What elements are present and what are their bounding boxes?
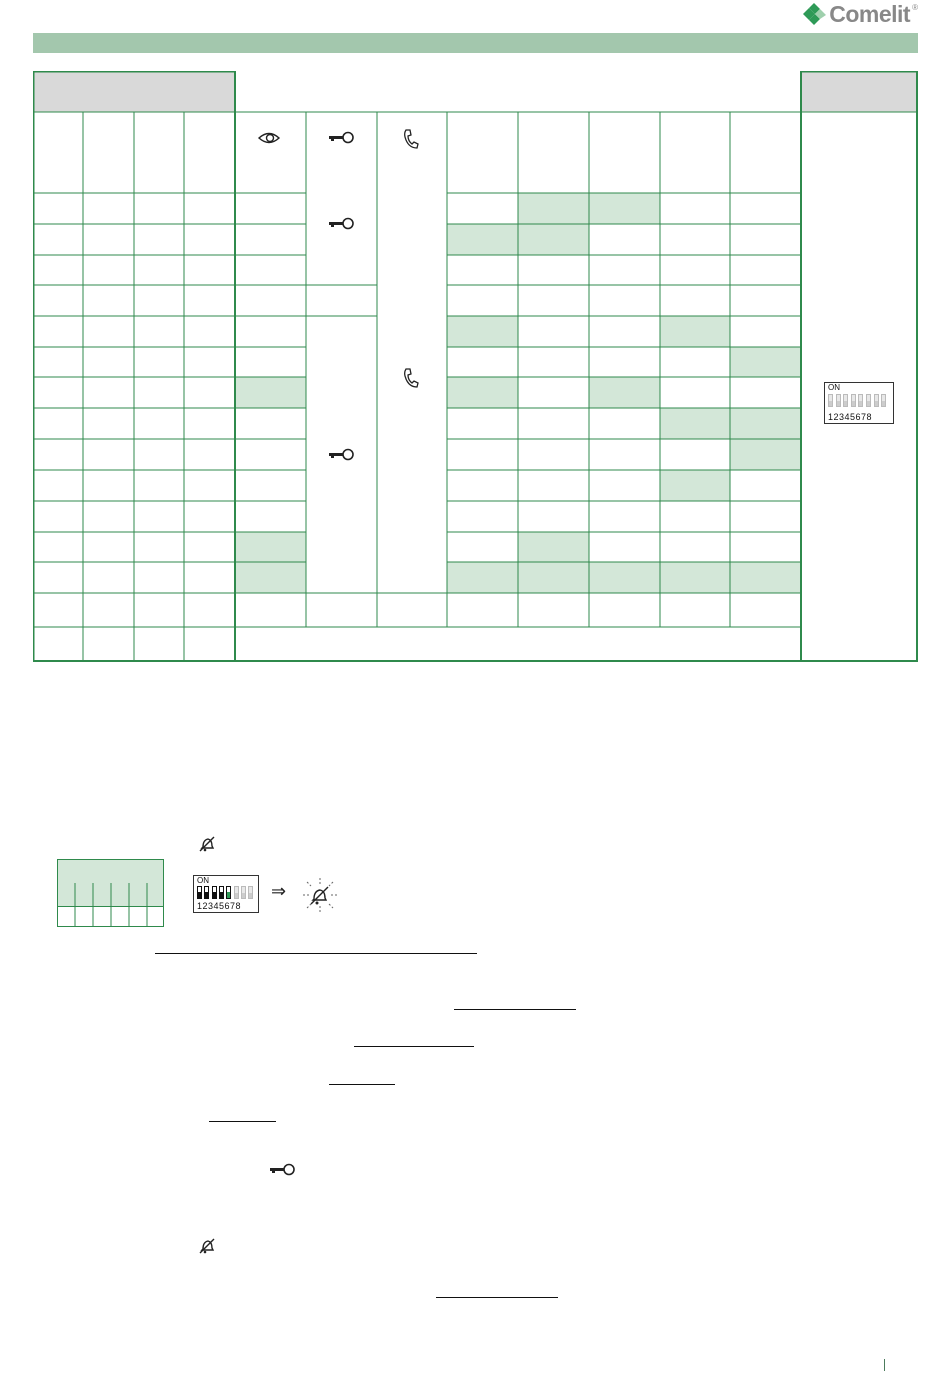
shaded-cell xyxy=(518,532,589,562)
dip-lever xyxy=(197,886,202,899)
shaded-cell xyxy=(660,316,730,347)
dip-numbers: 12345678 xyxy=(197,901,242,911)
dip-lever xyxy=(219,886,224,899)
shaded-cell xyxy=(447,316,518,347)
dip-lever xyxy=(881,394,886,407)
dip-lever xyxy=(836,394,841,407)
shaded-cell xyxy=(447,562,518,593)
dip-lever xyxy=(858,394,863,407)
header-right-block xyxy=(801,72,917,112)
shaded-cell xyxy=(589,377,660,408)
dip-lever xyxy=(843,394,848,407)
link-underline[interactable] xyxy=(354,1046,474,1047)
dip-on-label: ON xyxy=(828,383,840,392)
bell-off-icon xyxy=(198,835,216,853)
dip-lever xyxy=(226,886,231,899)
dip-switch-all-off xyxy=(824,382,894,424)
shaded-cell xyxy=(589,562,660,593)
shaded-cell xyxy=(235,532,306,562)
key-icon xyxy=(269,1162,297,1176)
dip-switch-config xyxy=(193,875,259,913)
logo-registered-mark: ® xyxy=(912,3,918,12)
shaded-cell xyxy=(660,562,730,593)
table-grid xyxy=(33,71,918,662)
dip-lever xyxy=(248,886,253,899)
header-left-block xyxy=(34,72,236,112)
dip-lever xyxy=(212,886,217,899)
link-underline[interactable] xyxy=(436,1297,558,1298)
shaded-cell xyxy=(660,408,730,439)
key-icon xyxy=(328,447,356,461)
shaded-cell xyxy=(730,562,801,593)
dip-lever xyxy=(874,394,879,407)
dip-on-label: ON xyxy=(197,876,209,885)
shaded-cell xyxy=(447,377,518,408)
shaded-cell xyxy=(518,193,589,224)
logo-mark-icon xyxy=(803,3,827,25)
shaded-cell xyxy=(730,439,801,470)
handset-icon xyxy=(402,128,420,150)
logo-text: Comelit xyxy=(829,0,911,27)
shaded-cell xyxy=(235,377,306,408)
shaded-cell xyxy=(447,224,518,255)
dip-lever xyxy=(828,394,833,407)
bell-off-icon xyxy=(198,1237,216,1255)
dip-lever xyxy=(851,394,856,407)
key-icon xyxy=(328,130,356,144)
shaded-cell xyxy=(730,347,801,377)
link-underline[interactable] xyxy=(329,1084,395,1085)
configuration-table xyxy=(33,71,918,662)
shaded-cell xyxy=(589,193,660,224)
shaded-cell xyxy=(660,470,730,501)
bell-blink-icon xyxy=(302,877,338,913)
implies-arrow: ⇒ xyxy=(271,881,287,901)
link-underline[interactable] xyxy=(155,953,477,954)
shaded-cell xyxy=(235,562,306,593)
key-icon xyxy=(328,216,356,230)
handset-icon xyxy=(402,367,420,389)
shaded-cell xyxy=(518,224,589,255)
mini-table xyxy=(57,859,164,927)
dip-lever xyxy=(234,886,239,899)
shaded-cell xyxy=(518,562,589,593)
dip-lever xyxy=(866,394,871,407)
shaded-cell xyxy=(730,408,801,439)
eye-icon xyxy=(257,129,281,147)
comelit-logo xyxy=(803,0,918,27)
section-header-bar xyxy=(33,33,918,53)
dip-lever xyxy=(241,886,246,899)
dip-lever xyxy=(204,886,209,899)
dip-numbers: 12345678 xyxy=(828,412,873,422)
link-underline[interactable] xyxy=(209,1121,276,1122)
link-underline[interactable] xyxy=(454,1009,576,1010)
page-number-separator xyxy=(884,1359,885,1371)
